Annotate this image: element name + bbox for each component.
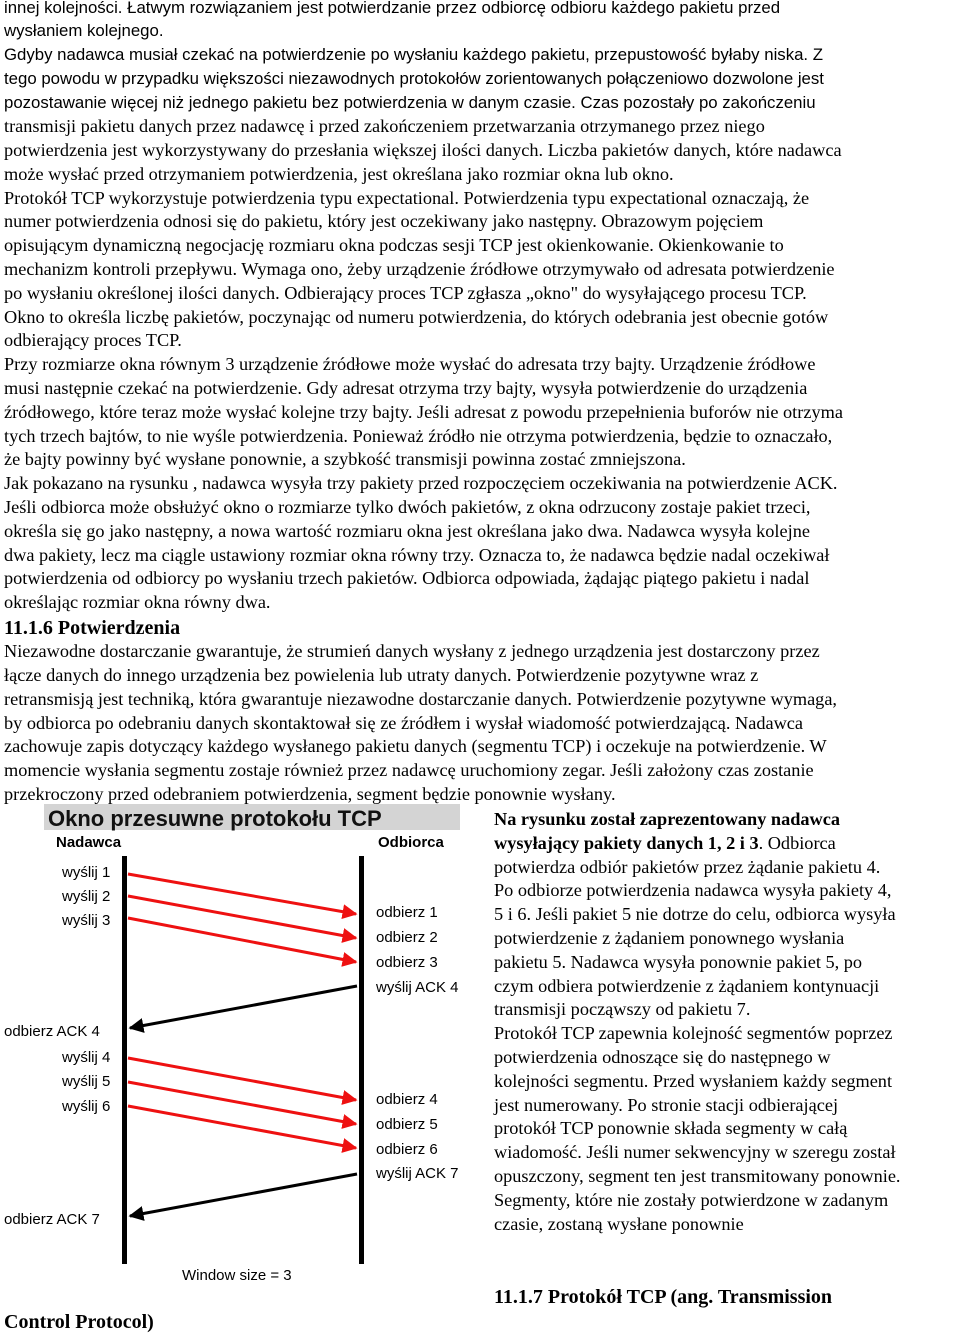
section-heading: 11.1.6 Potwierdzenia — [4, 617, 181, 639]
caption-line-13: wiadomość. Jeśli numer sekwencyjny w szeregu został — [494, 1142, 896, 1162]
body-line-5: potwierdzenia jest wykorzystywany do przesłania większej ilości danych. Liczba pakietów danych, które nadawca — [4, 140, 842, 160]
caption-line-3: 5 i 6. Jeśli pakiet 5 nie dotrze do celu, odbiorca wysyła — [494, 904, 896, 924]
caption-line-12: protokół TCP ponownie składa segmenty w całą — [494, 1118, 848, 1138]
caption-line-2: Po odbiorze potwierdzenia nadawca wysyła pakiety 4, — [494, 880, 892, 900]
body-line-23: potwierdzenia od odbiorcy po wysłaniu trzech pakietów. Odbiorca odpowiada, żądając piątego pakietu i nadal — [4, 568, 810, 588]
next-heading-left: Control Protocol) — [4, 1311, 154, 1333]
body-line-3: pozostawanie więcej niż jednego pakietu bez potwierdzenia w danym czasie. Czas pozostały po zakończeniu — [4, 93, 816, 112]
body-line-20: Jeśli odbiorca może obsłużyć okno o rozmiarze tylko dwóch pakietów, z okna odrzucony zostaje pakiet trzeci, — [4, 497, 811, 517]
caption-line-1: potwierdza odbiór pakietów przez żądanie pakietu 4. — [494, 857, 881, 877]
send-label-3: wyślij 3 — [62, 912, 111, 929]
send-label-1: wyślij 1 — [62, 864, 111, 881]
caption-line-8: Protokół TCP zapewnia kolejność segmentów poprzez — [494, 1023, 893, 1043]
caption-line-4: potwierdzenie z żądaniem ponownego wysłania — [494, 928, 845, 948]
body-line-4: transmisji pakietu danych przez nadawcę i przed zakończeniem przetwarzania otrzymanego przez niego — [4, 116, 765, 136]
section-line-3: retransmisją jest techniką, która gwarantuje niezawodne dostarczanie danych. Potwierdzenie pozytywne wymaga, — [4, 689, 838, 709]
data-arrow-2 — [128, 896, 356, 938]
figure-title: Okno przesuwne protokołu TCP — [48, 806, 382, 831]
caption-line-16: czasie, zostaną wysłane ponownie — [494, 1214, 744, 1234]
data-arrow-4 — [128, 1058, 356, 1100]
body-line-17: tych trzech bajtów, to nie wyśle potwierdzenia. Ponieważ źródło nie otrzyma potwierdzenia, będzie to oznaczało, — [4, 426, 833, 446]
section-line-7: przekroczony przed odebraniem potwierdzenia, segment będzie ponownie wysłany. — [4, 784, 616, 804]
caption-line-11: jest numerowany. Po stronie stacji odbierającej — [494, 1095, 839, 1115]
caption-line-6: czym odbiera potwierdzenie z żądaniem kontynuacji — [494, 976, 880, 996]
body-line-2: tego powodu w przypadku większości niezawodnych protokołów zorientowanych połączeniowo dozwolone jest — [4, 69, 824, 88]
send-label-6: wyślij 6 — [62, 1098, 111, 1115]
body-line-1: Gdyby nadawca musiał czekać na potwierdzenie po wysłaniu każdego pakietu, przepustowość byłaby niska. Z — [4, 45, 823, 64]
caption-line-9: potwierdzenia odnoszące się do następnego w — [494, 1047, 831, 1067]
caption-bold-text: wysyłający pakiety danych 1, 2 i 3 — [494, 833, 759, 853]
window-size-label: Window size = 3 — [182, 1267, 292, 1284]
caption-line-7: transmisji począwszy od pakietu 7. — [494, 999, 751, 1019]
section-line-1: Niezawodne dostarczanie gwarantuje, że strumień danych wysłany z jednego urządzenia jest dostarczony przez — [4, 641, 820, 661]
body-line-22: dwa pakiety, lecz ma ciągle ustawiony rozmiar okna równy trzy. Oznacza to, że nadawca będzie nadal oczekiwał — [4, 545, 830, 565]
caption-bold-suffix: . Odbiorca — [758, 833, 836, 853]
body-line-15: musi następnie czekać na potwierdzenie. Gdy adresat otrzyma trzy bajty, wysyła potwierdzenie do urządzenia — [4, 378, 808, 398]
data-arrow-3 — [128, 918, 356, 962]
ack-send-label-1: wyślij ACK 4 — [376, 979, 459, 996]
body-line-14: Przy rozmiarze okna równym 3 urządzenie źródłowe może wysłać do adresata trzy bajty. Urządzenie źródłowe — [4, 354, 816, 374]
receive-label-3: odbierz 3 — [376, 954, 438, 971]
caption-bold-line-2 — [494, 832, 960, 856]
sliding-window-diagram — [0, 804, 480, 1294]
section-line-6: momencie wysłania segmentu zostaje również przez nadawcę uruchomiony zegar. Jeśli założony czas zostanie — [4, 760, 814, 780]
data-arrow-6 — [128, 1106, 356, 1148]
body-line-10: mechanizm kontroli przepływu. Wymaga ono, żeby urządzenie źródłowe otrzymywało od adresata potwierdzenie — [4, 259, 835, 279]
ack-send-label-2: wyślij ACK 7 — [376, 1165, 459, 1182]
send-label-5: wyślij 5 — [62, 1073, 111, 1090]
caption-line-5: pakietu 5. Nadawca wysyła ponownie pakiet 5, po — [494, 952, 863, 972]
body-line-7: Protokół TCP wykorzystuje potwierdzenia typu expectational. Potwierdzenia typu expectational oznaczają, że — [4, 188, 810, 208]
caption-line-14: opuszczony, segment ten jest transmitowany ponownie. — [494, 1166, 901, 1186]
ack-receive-label-1: odbierz ACK 4 — [4, 1023, 100, 1040]
body-line-11: po wysłaniu określonej ilości danych. Odbierający proces TCP zgłasza „okno" do wysyłającego procesu TCP. — [4, 283, 807, 303]
data-arrow-5 — [128, 1082, 356, 1124]
body-line-9: opisującym dynamiczną negocjację rozmiaru okna podczas sesji TCP jest okienkowanie. Okienkowanie to — [4, 235, 784, 255]
body-line-24: określając rozmiar okna równy dwa. — [4, 592, 271, 612]
next-heading-right: 11.1.7 Protokół TCP (ang. Transmission — [494, 1286, 833, 1308]
sender-timeline — [122, 856, 127, 1264]
receive-label-2: odbierz 2 — [376, 929, 438, 946]
body-line-8: numer potwierdzenia odnosi się do pakietu, który jest oczekiwany jako następny. Obrazowym pojęciem — [4, 211, 764, 231]
sender-label: Nadawca — [56, 834, 122, 851]
caption-line-15: Segmenty, które nie zostały potwierdzone w zadanym — [494, 1190, 889, 1210]
receive-label-1: odbierz 1 — [376, 904, 438, 921]
body-line-18: że bajty powinny być wysłane ponownie, a szybkość transmisji powinna zostać zmniejszona. — [4, 449, 686, 469]
section-line-2: łącze danych do innego urządzenia bez powielenia lub utraty danych. Potwierdzenie pozytywne wraz z — [4, 665, 759, 685]
caption-line-10: kolejności segmentu. Przed wysłaniem każdy segment — [494, 1071, 893, 1091]
receive-label-5: odbierz 5 — [376, 1116, 438, 1133]
receiver-timeline — [359, 856, 364, 1264]
intro-line-1: innej kolejności. Łatwym rozwiązaniem jest potwierdzanie przez odbiorcę odbioru każdego pakietu przed — [4, 0, 781, 17]
ack-receive-label-2: odbierz ACK 7 — [4, 1211, 100, 1228]
ack-arrow-1 — [130, 986, 357, 1028]
body-line-21: określa się go jako następny, a nowa wartość rozmiaru okna jest określana jako dwa. Nadawca wysyła kolejne — [4, 521, 810, 541]
body-line-19: Jak pokazano na rysunku , nadawca wysyła trzy pakiety przed rozpoczęciem oczekiwania na potwierdzenie ACK. — [4, 473, 838, 493]
body-line-6: może wysłać przed otrzymaniem potwierdzenia, jest określana jako rozmiar okna lub okno. — [4, 164, 674, 184]
receiver-label: Odbiorca — [378, 834, 444, 851]
ack-arrow-2 — [130, 1174, 357, 1216]
receive-label-6: odbierz 6 — [376, 1141, 438, 1158]
body-line-16: źródłowego, które teraz może wysłać kolejne trzy bajty. Jeśli adresat z powodu przepełnienia buforów nie otrzyma — [4, 402, 843, 422]
send-label-2: wyślij 2 — [62, 888, 111, 905]
body-line-12: Okno to określa liczbę pakietów, poczynając od numeru potwierdzenia, do których odebrania jest obecnie gotów — [4, 307, 829, 327]
send-label-4: wyślij 4 — [62, 1049, 111, 1066]
section-line-5: zachowuje zapis dotyczący każdego wysłanego pakietu danych (segmentu TCP) i oczekuje na potwierdzenie. W — [4, 736, 827, 756]
body-line-13: odbierający proces TCP. — [4, 330, 182, 350]
intro-line-2: wysłaniem kolejnego. — [4, 21, 164, 40]
section-line-4: by odbiorca po odebraniu danych skontaktował się ze źródłem i wysłał wiadomość potwierdzającą. Nadawca — [4, 713, 804, 733]
receive-label-4: odbierz 4 — [376, 1091, 438, 1108]
caption-bold-line-1: Na rysunku został zaprezentowany nadawca — [494, 809, 841, 829]
data-arrow-1 — [128, 874, 356, 914]
